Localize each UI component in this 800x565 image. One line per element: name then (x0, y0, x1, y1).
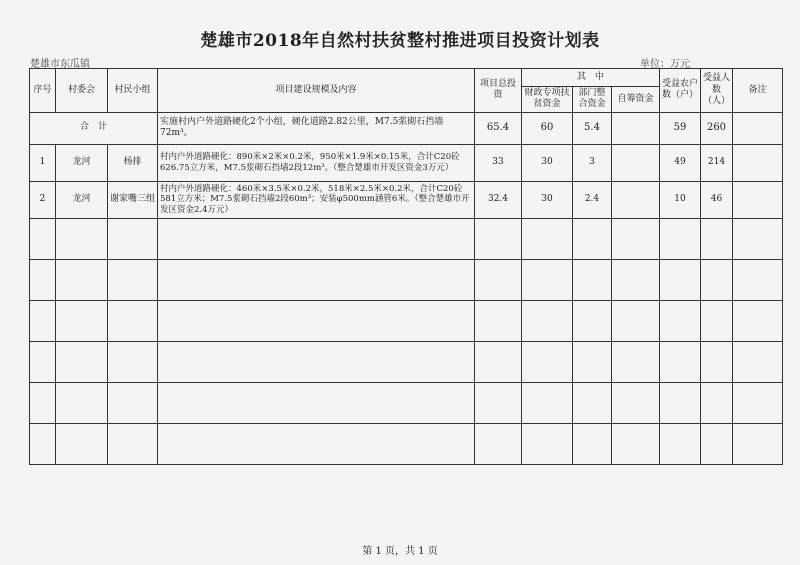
total-row (30, 112, 783, 144)
row-households: 10 (660, 181, 701, 218)
empty-row (30, 300, 783, 341)
row-village-group: 杨排 (108, 144, 158, 181)
total-remarks (733, 112, 783, 144)
row-seq: 1 (30, 144, 56, 181)
col-header-of-which: 其 中 (522, 69, 660, 87)
empty-row (30, 341, 783, 382)
row-village-committee: 龙河 (56, 144, 108, 181)
row-population: 46 (701, 181, 733, 218)
total-population: 260 (701, 112, 733, 144)
row-remarks (733, 181, 783, 218)
page-title: 楚雄市2018年自然村扶贫整村推进项目投资计划表 (200, 31, 600, 51)
col-header-remarks: 备注 (733, 69, 783, 113)
row-dept-fund: 3 (573, 144, 612, 181)
row-self-fund (612, 181, 660, 218)
total-label: 合 计 (30, 112, 158, 144)
row-dept-fund: 2.4 (573, 181, 612, 218)
row-village-committee: 龙河 (56, 181, 108, 218)
empty-row (30, 259, 783, 300)
table-row (30, 144, 783, 181)
row-households: 49 (660, 144, 701, 181)
row-village-group: 谢家嘴三组 (108, 181, 158, 218)
col-header-village-committee: 村委会 (56, 69, 108, 113)
header-row-1 (30, 69, 783, 87)
town-label: 楚雄市东瓜镇 (30, 59, 90, 70)
empty-row (30, 382, 783, 423)
row-total-investment: 33 (475, 144, 522, 181)
row-content: 村内户外道路硬化：460米×3.5米×0.2米，518米×2.5米×0.2米，合计C20砼581立方米；M7.5浆砌石挡墙2段60m³；安装φ500mm涵管6米。（整合楚雄市开发区资金2.4万元） (158, 181, 475, 218)
empty-row (30, 423, 783, 464)
page-footer: 第 1 页，共 1 页 (362, 546, 438, 557)
total-investment: 65.4 (475, 112, 522, 144)
row-population: 214 (701, 144, 733, 181)
row-fiscal-fund: 30 (522, 144, 573, 181)
col-header-dept-fund: 部门整合资金 (573, 87, 612, 113)
col-header-fiscal-fund: 财政专项扶贫资金 (522, 87, 573, 113)
unit-label: 单位：万元 (640, 59, 690, 70)
row-seq: 2 (30, 181, 56, 218)
col-header-households: 受益农户数（户） (660, 69, 701, 113)
empty-row (30, 218, 783, 259)
row-total-investment: 32.4 (475, 181, 522, 218)
total-self-fund (612, 112, 660, 144)
col-header-total-investment: 项目总投资 (475, 69, 522, 113)
row-remarks (733, 144, 783, 181)
col-header-content: 项目建设规模及内容 (158, 69, 475, 113)
total-households: 59 (660, 112, 701, 144)
row-fiscal-fund: 30 (522, 181, 573, 218)
investment-plan-table (29, 68, 783, 465)
row-self-fund (612, 144, 660, 181)
col-header-population: 受益人数（人） (701, 69, 733, 113)
total-content: 实施村内户外道路硬化2个小组，硬化道路2.82公里，M7.5浆砌石挡墙72m³。 (158, 112, 475, 144)
total-dept-fund: 5.4 (573, 112, 612, 144)
col-header-village-group: 村民小组 (108, 69, 158, 113)
row-content: 村内户外道路硬化：890米×2米×0.2米，950米×1.9米×0.15米，合计C20砼626.75立方米，M7.5浆砌石挡墙2段12m³。（整合楚雄市开发区资金3万元） (158, 144, 475, 181)
table-row (30, 181, 783, 218)
col-header-seq: 序号 (30, 69, 56, 113)
col-header-self-fund: 自筹资金 (612, 87, 660, 113)
total-fiscal-fund: 60 (522, 112, 573, 144)
